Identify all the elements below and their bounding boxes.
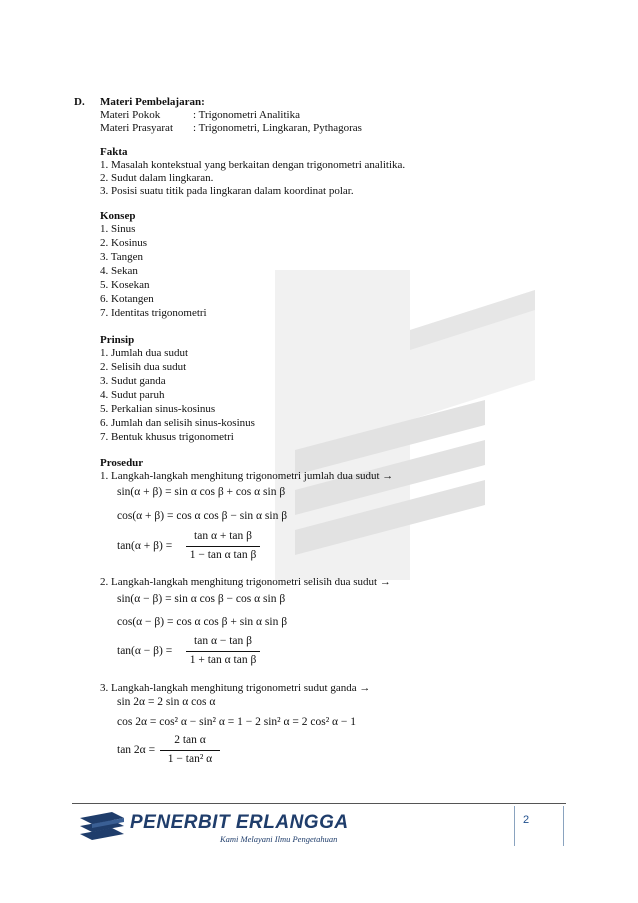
konsep-item: 5. Kosekan bbox=[100, 279, 150, 291]
formula-cos-diff: cos(α − β) = cos α cos β + sin α sin β bbox=[117, 616, 288, 628]
konsep-item: 2. Kosinus bbox=[100, 237, 148, 249]
prosedur-heading: Prosedur bbox=[100, 457, 144, 469]
section-letter: D. bbox=[74, 96, 85, 108]
fakta-heading: Fakta bbox=[100, 146, 128, 158]
fraction-bar bbox=[160, 750, 220, 751]
prosedur-step-label: 2. Langkah-langkah menghitung trigonometri selisih dua sudut → bbox=[100, 576, 391, 588]
prinsip-item: 3. Sudut ganda bbox=[100, 375, 166, 387]
formula-tan-diff-denominator: 1 + tan α tan β bbox=[189, 654, 257, 666]
konsep-item: 7. Identitas trigonometri bbox=[100, 307, 207, 319]
publisher-name: PENERBIT ERLANGGA bbox=[130, 812, 349, 833]
formula-tan-sum-numerator: tan α + tan β bbox=[194, 530, 252, 542]
materi-pokok-label: Materi Pokok bbox=[100, 109, 161, 121]
prinsip-item: 5. Perkalian sinus-kosinus bbox=[100, 403, 216, 415]
fraction-bar bbox=[186, 651, 260, 652]
formula-tan-double-lhs: tan 2α = bbox=[117, 744, 156, 756]
formula-tan-sum-denominator: 1 − tan α tan β bbox=[189, 549, 257, 561]
publisher-tagline: Kami Melayani Ilmu Pengetahuan bbox=[220, 834, 338, 844]
fraction-bar bbox=[186, 546, 260, 547]
page-number-box bbox=[514, 806, 564, 846]
formula-tan-diff-lhs: tan(α − β) = bbox=[117, 645, 173, 657]
konsep-item: 6. Kotangen bbox=[100, 293, 154, 305]
formula-sin-sum: sin(α + β) = sin α cos β + cos α sin β bbox=[117, 486, 286, 498]
prinsip-heading: Prinsip bbox=[100, 334, 135, 346]
materi-pokok-value: : Trigonometri Analitika bbox=[193, 109, 300, 121]
formula-tan-sum-lhs: tan(α + β) = bbox=[117, 540, 173, 552]
formula-tan-double-numerator: 2 tan α bbox=[174, 734, 206, 746]
fakta-item: 2. Sudut dalam lingkaran. bbox=[100, 172, 214, 184]
section-title: Materi Pembelajaran: bbox=[100, 96, 205, 108]
konsep-item: 4. Sekan bbox=[100, 265, 138, 277]
prinsip-item: 1. Jumlah dua sudut bbox=[100, 347, 188, 359]
materi-prasyarat-value: : Trigonometri, Lingkaran, Pythagoras bbox=[193, 122, 362, 134]
fakta-item: 1. Masalah kontekstual yang berkaitan dengan trigonometri analitika. bbox=[100, 159, 406, 171]
konsep-heading: Konsep bbox=[100, 210, 136, 222]
prinsip-item: 2. Selisih dua sudut bbox=[100, 361, 187, 373]
page-number: 2 bbox=[523, 814, 530, 826]
formula-cos-sum: cos(α + β) = cos α cos β − sin α sin β bbox=[117, 510, 288, 522]
konsep-item: 1. Sinus bbox=[100, 223, 136, 235]
prosedur-step-label: 1. Langkah-langkah menghitung trigonometri jumlah dua sudut → bbox=[100, 470, 394, 482]
prinsip-item: 6. Jumlah dan selisih sinus-kosinus bbox=[100, 417, 255, 429]
fakta-item: 3. Posisi suatu titik pada lingkaran dalam koordinat polar. bbox=[100, 185, 354, 197]
formula-sin-diff: sin(α − β) = sin α cos β − cos α sin β bbox=[117, 593, 286, 605]
watermark-logo bbox=[235, 250, 535, 580]
prinsip-item: 4. Sudut paruh bbox=[100, 389, 165, 401]
footer-rule bbox=[72, 803, 566, 804]
formula-tan-double-denominator: 1 − tan² α bbox=[167, 753, 213, 765]
formula-sin-double: sin 2α = 2 sin α cos α bbox=[117, 696, 216, 708]
formula-tan-diff-numerator: tan α − tan β bbox=[194, 635, 252, 647]
materi-prasyarat-label: Materi Prasyarat bbox=[100, 122, 173, 134]
formula-cos-double: cos 2α = cos² α − sin² α = 1 − 2 sin² α = 2 cos² α − 1 bbox=[117, 716, 357, 728]
prosedur-step-label: 3. Langkah-langkah menghitung trigonometri sudut ganda → bbox=[100, 682, 371, 694]
prinsip-item: 7. Bentuk khusus trigonometri bbox=[100, 431, 234, 443]
konsep-item: 3. Tangen bbox=[100, 251, 144, 263]
